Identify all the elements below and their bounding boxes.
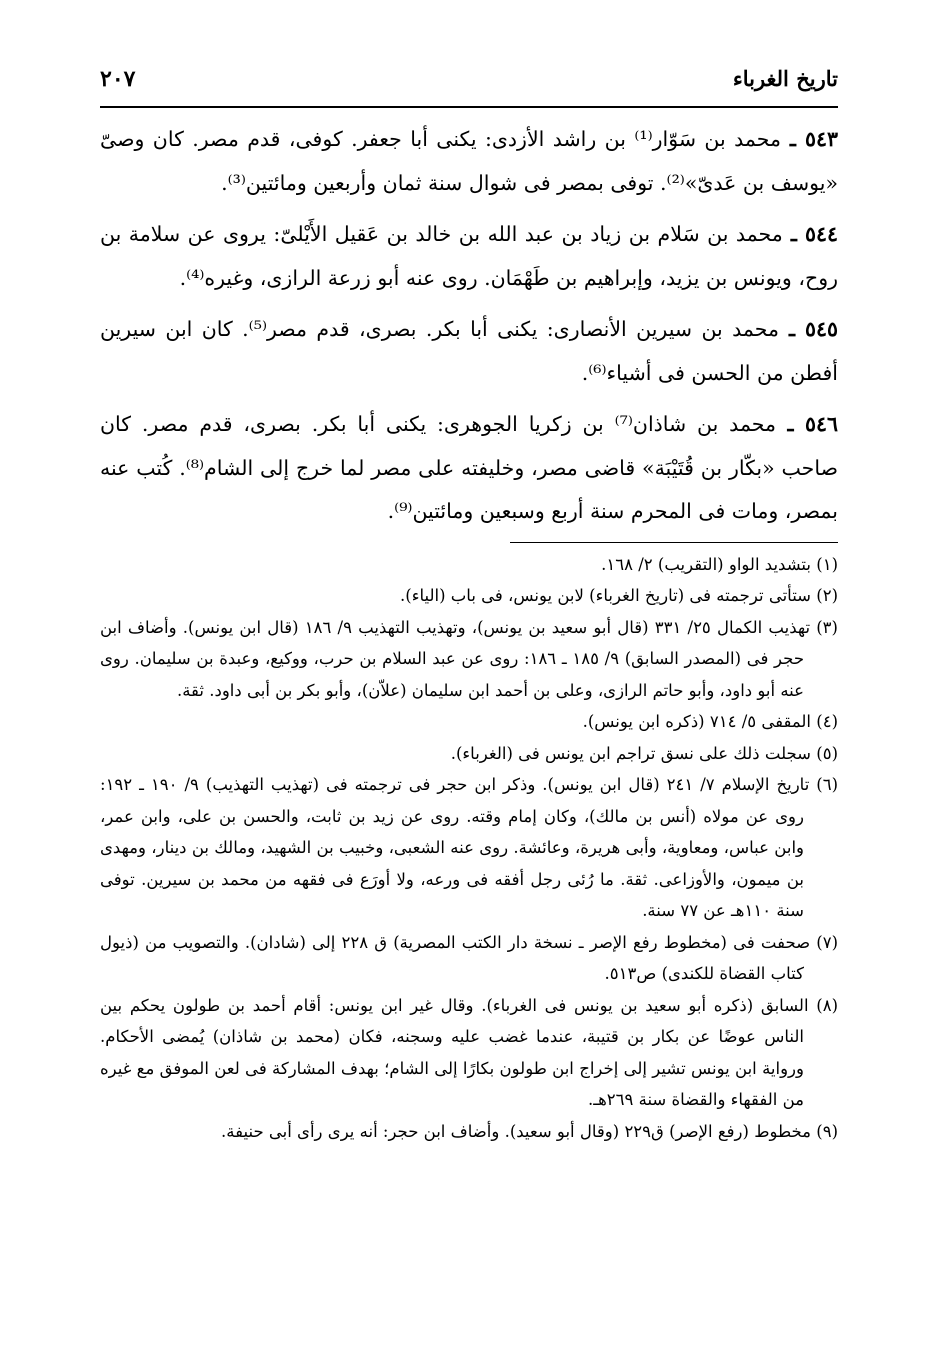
footnote: (٦) تاريخ الإسلام ٧/ ٢٤١ (قال ابن يونس). وذكر ابن حجر فى ترجمته فى (تهذيب التهذيب) ٩/ ١٩٠ ـ ١٩٢: روى عن مولاه (أنس بن مالك)، وكان إمام وقته. روى عن زيد بن ثابت، والحسن بن على، وابن عمر، وابن عباس، ومعاوية، وأبى هريرة، وعائشة. روى عنه الشعبى، وخبيب بن الشهيد، ومالك بن دينار، ومهدى بن ميمون، والأوزاعى. ثقة. ما رُئى رجل أفقه فى ورعه، ولا أورَع فى فقهه من محمد بن سيرين. توفى سنة ١١٠هـ عن ٧٧ سنة. (100, 775, 839, 920)
biography-entry (100, 118, 838, 205)
footnote-separator (510, 542, 838, 543)
footnote: (٣) تهذيب الكمال ٢٥/ ٣٣١ (قال أبو سعيد بن يونس)، وتهذيب التهذيب ٩/ ١٨٦ (قال ابن يونس). وأضاف ابن حجر فى (المصدر السابق) ٩/ ١٨٥ ـ ١٨٦: روى عن عبد السلام بن حرب، ووكيع، وعبدة بن سليمان. روى عنه أبو داود، وأبو حاتم الرازى، وعلى بن أحمد ابن سليمان (علاّن)، وأبو بكر بن أبى داود. ثقة. (100, 617, 838, 700)
entry-dash: ـ (780, 127, 805, 151)
entry-text: محمد بن سَلام بن زياد بن عبد الله بن خالد بن عَقيل الأَيْلىّ: يروى عن سلامة بن روح، ويونس بن يزيد، وإبراهيم بن طَهْمَان. روى عنه أبو زرعة الرازى، وغيره⁽⁴⁾. (100, 222, 838, 290)
page-number: ٢٠٧ (100, 66, 136, 92)
footnote: (٧) صحفت فى (مخطوط رفع الإصر ـ نسخة دار الكتب المصرية) ق ٢٢٨ إلى (شادان). والتصويب من (ذيول كتاب القضاة للكندى) ص٥١٣. (100, 932, 838, 983)
entry-text: محمد بن سَوّار⁽¹⁾ بن راشد الأزدى: يكنى أبا جعفر. كوفى، قدم مصر. كان وصىّ «يوسف بن عَدىّ»⁽²⁾. توفى بمصر فى شوال سنة ثمان وأربعين ومائتين⁽³⁾. (100, 127, 838, 195)
footnote: (١) بتشديد الواو (التقريب) ٢/ ١٦٨. (601, 554, 838, 574)
entry-text: محمد بن شاذان⁽⁷⁾ بن زكريا الجوهرى: يكنى أبا بكر. بصرى، قدم مصر. كان صاحب «بكّار بن قُتَيْبَة» قاضى مصر، وخليفته على مصر لما خرج إلى الشام⁽⁸⁾. كُتب عنه بمصر، ومات فى المحرم سنة أربع وسبعين ومائتين⁽⁹⁾. (100, 412, 838, 523)
entry-dash: ـ (782, 222, 805, 246)
entry-dash: ـ (778, 317, 805, 341)
biography-entries (100, 118, 838, 534)
entry-number: ٥٤٤ (804, 222, 838, 246)
biography-entry (100, 403, 838, 534)
running-header (100, 66, 838, 108)
entry-number: ٥٤٥ (804, 317, 839, 341)
footnotes (100, 549, 838, 1148)
entry-text: محمد بن سيرين الأنصارى: يكنى أبا بكر. بصرى، قدم مصر⁽⁵⁾. كان ابن سيرين أفطن من الحسن فى أشياء⁽⁶⁾. (100, 317, 838, 385)
entry-number: ٥٤٣ (804, 127, 838, 151)
running-title: تاريخ الغرباء (732, 66, 838, 91)
biography-entry (100, 213, 838, 300)
footnote: (٢) ستأتى ترجمته فى (تاريخ الغرباء) لابن يونس، فى باب (الياء). (400, 586, 838, 605)
book-page (100, 66, 838, 1147)
entry-number: ٥٤٦ (804, 412, 838, 436)
footnote: (٥) سجلت ذلك على نسق تراجم ابن يونس فى (الغرباء). (450, 743, 838, 763)
footnote: (٤) المقفى ٥/ ٧١٤ (ذكره ابن يونس). (582, 712, 838, 731)
footnote: (٩) مخطوط (رفع الإصر) ق٢٢٩ (وقال أبو سعيد). وأضاف ابن حجر: أنه يرى رأى أبى حنيفة. (221, 1121, 838, 1141)
biography-entry (100, 308, 838, 395)
entry-dash: ـ (776, 412, 805, 436)
footnote: (٨) السابق (ذكره أبو سعيد بن يونس فى الغرباء). وقال غير ابن يونس: أقام أحمد بن طولون يحكم بين الناس عوضًا عن بكار بن قتيبة، عندما غضب عليه وسجنه، فكان (محمد بن شاذان) يُمضى الأحكام. ورواية ابن يونس تشير إلى إخراج ابن طولون بكارًا إلى الشام؛ بهدف المشاركة فى لعن الموفق مع غيره من الفقهاء والقضاة سنة ٢٦٩هـ. (100, 995, 838, 1109)
